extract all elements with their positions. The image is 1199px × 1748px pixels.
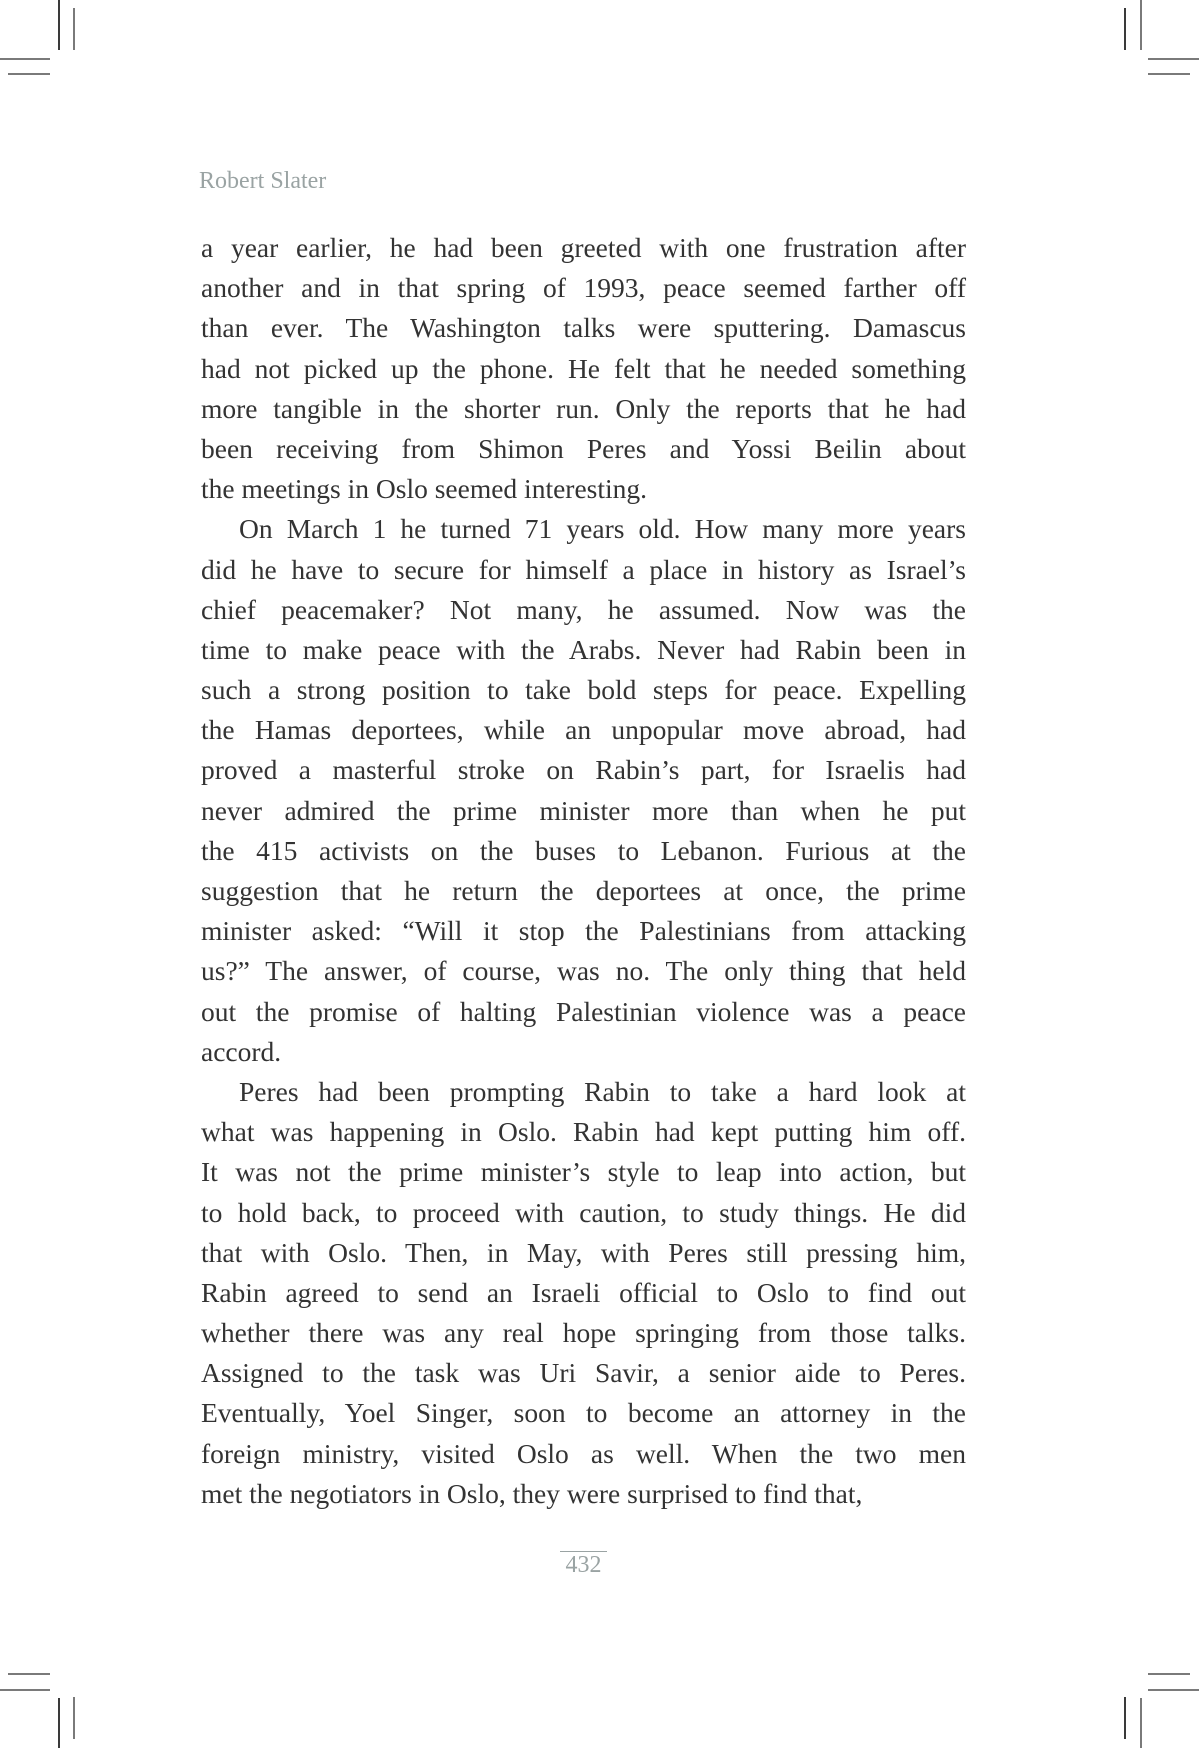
text-line: minister asked: “Will it stop the Palestinians from attacking <box>201 915 966 947</box>
text-line: had not picked up the phone. He felt that he needed something <box>201 352 966 384</box>
text-line: the Hamas deportees, while an unpopular move abroad, had <box>201 714 966 746</box>
crop-mark-bottom-right-horizontal-outer <box>1148 1689 1199 1691</box>
crop-mark-top-left-horizontal-inner <box>8 73 50 75</box>
text-line: Rabin agreed to send an Israeli official to Oslo to find out <box>201 1276 966 1308</box>
crop-mark-bottom-left-horizontal-inner <box>8 1673 50 1675</box>
text-line: time to make peace with the Arabs. Never had Rabin been in <box>201 633 966 665</box>
text-line: suggestion that he return the deportees at once, the prime <box>201 875 966 906</box>
text-line: did he have to secure for himself a place in history as Israel’s <box>201 553 966 585</box>
crop-mark-top-right-horizontal-inner <box>1148 73 1190 75</box>
running-head-author: Robert Slater <box>199 168 327 194</box>
page-number: 432 <box>565 1552 602 1578</box>
text-line: than ever. The Washington talks were sputtering. Damascus <box>201 312 966 344</box>
text-line: the meetings in Oslo seemed interesting. <box>201 473 648 505</box>
paragraph <box>201 228 966 509</box>
crop-mark-top-right-vertical-inner <box>1124 8 1126 50</box>
crop-mark-bottom-left-horizontal-outer <box>0 1689 50 1691</box>
text-line: a year earlier, he had been greeted with one frustration after <box>201 232 966 263</box>
text-line: out the promise of halting Palestinian violence was a peace <box>201 995 966 1027</box>
crop-mark-top-left-vertical-inner <box>73 8 75 50</box>
paragraph <box>201 1072 966 1514</box>
text-line: Peres had been prompting Rabin to take a hard look at <box>239 1075 966 1107</box>
crop-mark-bottom-right-vertical-inner <box>1124 1697 1126 1739</box>
text-line: that with Oslo. Then, in May, with Peres still pressing him, <box>201 1236 966 1268</box>
text-line: Assigned to the task was Uri Savir, a senior aide to Peres. <box>201 1357 966 1389</box>
crop-mark-top-left-vertical-outer <box>58 0 60 50</box>
body-text <box>201 228 966 1514</box>
text-line: never admired the prime minister more than when he put <box>201 794 966 826</box>
text-line: such a strong position to take bold steps for peace. Expelling <box>201 674 966 706</box>
text-line: more tangible in the shorter run. Only the reports that he had <box>201 392 966 424</box>
crop-mark-bottom-right-vertical-outer <box>1140 1698 1142 1748</box>
crop-mark-top-right-horizontal-outer <box>1148 58 1199 60</box>
crop-mark-top-left-horizontal-outer <box>0 58 50 60</box>
text-line: chief peacemaker? Not many, he assumed. Now was the <box>201 593 966 625</box>
crop-mark-bottom-right-horizontal-inner <box>1148 1673 1190 1675</box>
text-line: met the negotiators in Oslo, they were surprised to find that, <box>201 1477 863 1509</box>
text-line: another and in that spring of 1993, peace seemed farther off <box>201 272 966 304</box>
crop-mark-bottom-left-vertical-inner <box>73 1697 75 1739</box>
text-line: the 415 activists on the buses to Lebanon. Furious at the <box>201 834 966 866</box>
text-line: whether there was any real hope springing from those talks. <box>201 1317 966 1349</box>
text-line: proved a masterful stroke on Rabin’s part, for Israelis had <box>201 754 966 786</box>
crop-mark-bottom-left-vertical-outer <box>58 1698 60 1748</box>
text-line: It was not the prime minister’s style to leap into action, but <box>201 1156 966 1188</box>
text-line: accord. <box>201 1035 282 1067</box>
text-line: foreign ministry, visited Oslo as well. When the two men <box>201 1437 966 1469</box>
text-line: us?” The answer, of course, was no. The only thing that held <box>201 955 966 987</box>
text-line: Eventually, Yoel Singer, soon to become an attorney in the <box>201 1397 966 1429</box>
text-line: to hold back, to proceed with caution, to study things. He did <box>201 1196 966 1228</box>
text-line: what was happening in Oslo. Rabin had kept putting him off. <box>201 1116 966 1148</box>
text-line: On March 1 he turned 71 years old. How many more years <box>239 513 966 545</box>
text-line: been receiving from Shimon Peres and Yossi Beilin about <box>201 432 966 464</box>
paragraph <box>201 509 966 1072</box>
crop-mark-top-right-vertical-outer <box>1140 0 1142 50</box>
